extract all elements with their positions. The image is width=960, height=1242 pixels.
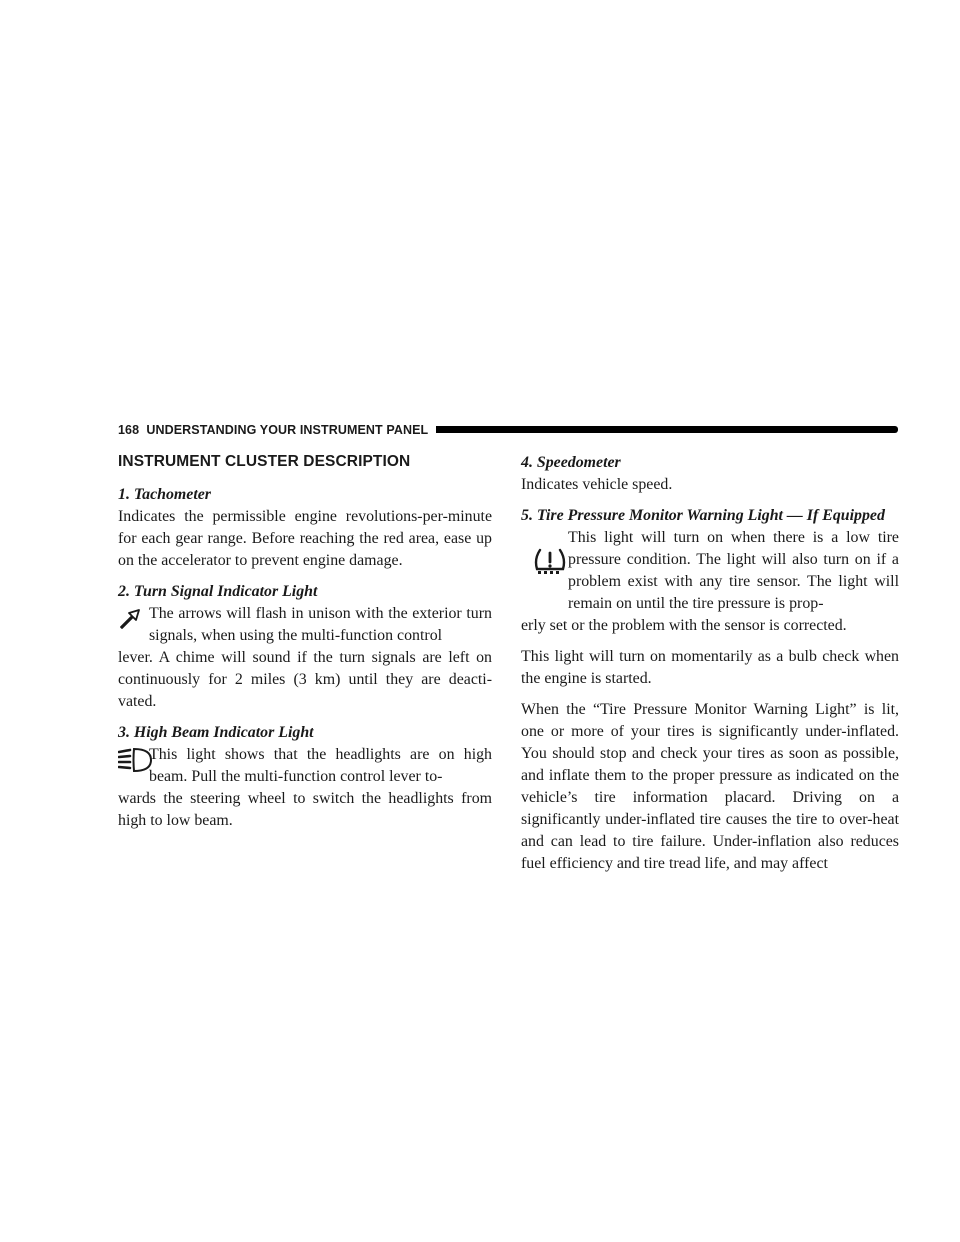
tpms-title: 5. Tire Pressure Monitor Warning Light — If Equipped: [521, 507, 885, 524]
speedometer-title: 4. Speedometer: [521, 454, 621, 471]
tpms-text: erly set or the problem with the sensor is corrected.: [521, 617, 847, 634]
speedometer-text: Indicates vehicle speed.: [521, 476, 673, 493]
high-beam-block: [118, 744, 492, 788]
turn-signal-block: [118, 603, 492, 647]
turn-signal-title: 2. Turn Signal Indicator Light: [118, 583, 318, 600]
tpms-text-indented: This light will turn on when there is a low tire pressure condition. The light will also turn on if a problem exist with any tire sensor. The light will remain on until the tire pressure is prop-: [568, 529, 899, 612]
tachometer-text: Indicates the permissible engine revolutions-per-minute for each gear range. Before reaching the red area, ease up on the accelerator to prevent engine damage.: [118, 508, 492, 569]
page-number: 168: [118, 423, 140, 437]
header-rule: [436, 426, 898, 433]
high-beam-text-indented: This light shows that the headlights are on high beam. Pull the multi-function control lever to-: [149, 746, 492, 785]
warning-lit-text: When the “Tire Pressure Monitor Warning Light” is lit, one or more of your tires is significantly under-inflated. You should stop and check your tires as soon as possible, and inflate them to the proper pressure as indicated on the vehicle’s tire information placard. Driving on a significantly under-inflated tire causes the tire to over-heat and can lead to tire failure. Under-inflation also reduces fuel efficiency and tire tread life, and may affect: [521, 701, 899, 872]
high-beam-text: wards the steering wheel to switch the headlights from high to low beam.: [118, 790, 492, 829]
turn-signal-text-indented: The arrows will flash in unison with the exterior turn signals, when using the multi-function control: [149, 605, 492, 644]
tire-pressure-warning-icon: [533, 547, 567, 584]
high-beam-icon: [118, 746, 154, 781]
page-header: [118, 422, 898, 438]
section-heading: INSTRUMENT CLUSTER DESCRIPTION: [118, 453, 411, 470]
section-title: UNDERSTANDING YOUR INSTRUMENT PANEL: [146, 423, 429, 437]
tachometer-title: 1. Tachometer: [118, 486, 211, 503]
high-beam-title: 3. High Beam Indicator Light: [118, 724, 314, 741]
tpms-block: [521, 527, 899, 615]
right-column: [521, 452, 899, 875]
turn-signal-arrow-icon: [118, 607, 144, 638]
turn-signal-text: lever. A chime will sound if the turn signals are left on continuously for 2 miles (3 km) until they are deacti-vated.: [118, 649, 492, 710]
left-column: [118, 452, 492, 832]
bulb-check-text: This light will turn on momentarily as a bulb check when the engine is started.: [521, 648, 899, 687]
page-header-text: [118, 422, 428, 438]
